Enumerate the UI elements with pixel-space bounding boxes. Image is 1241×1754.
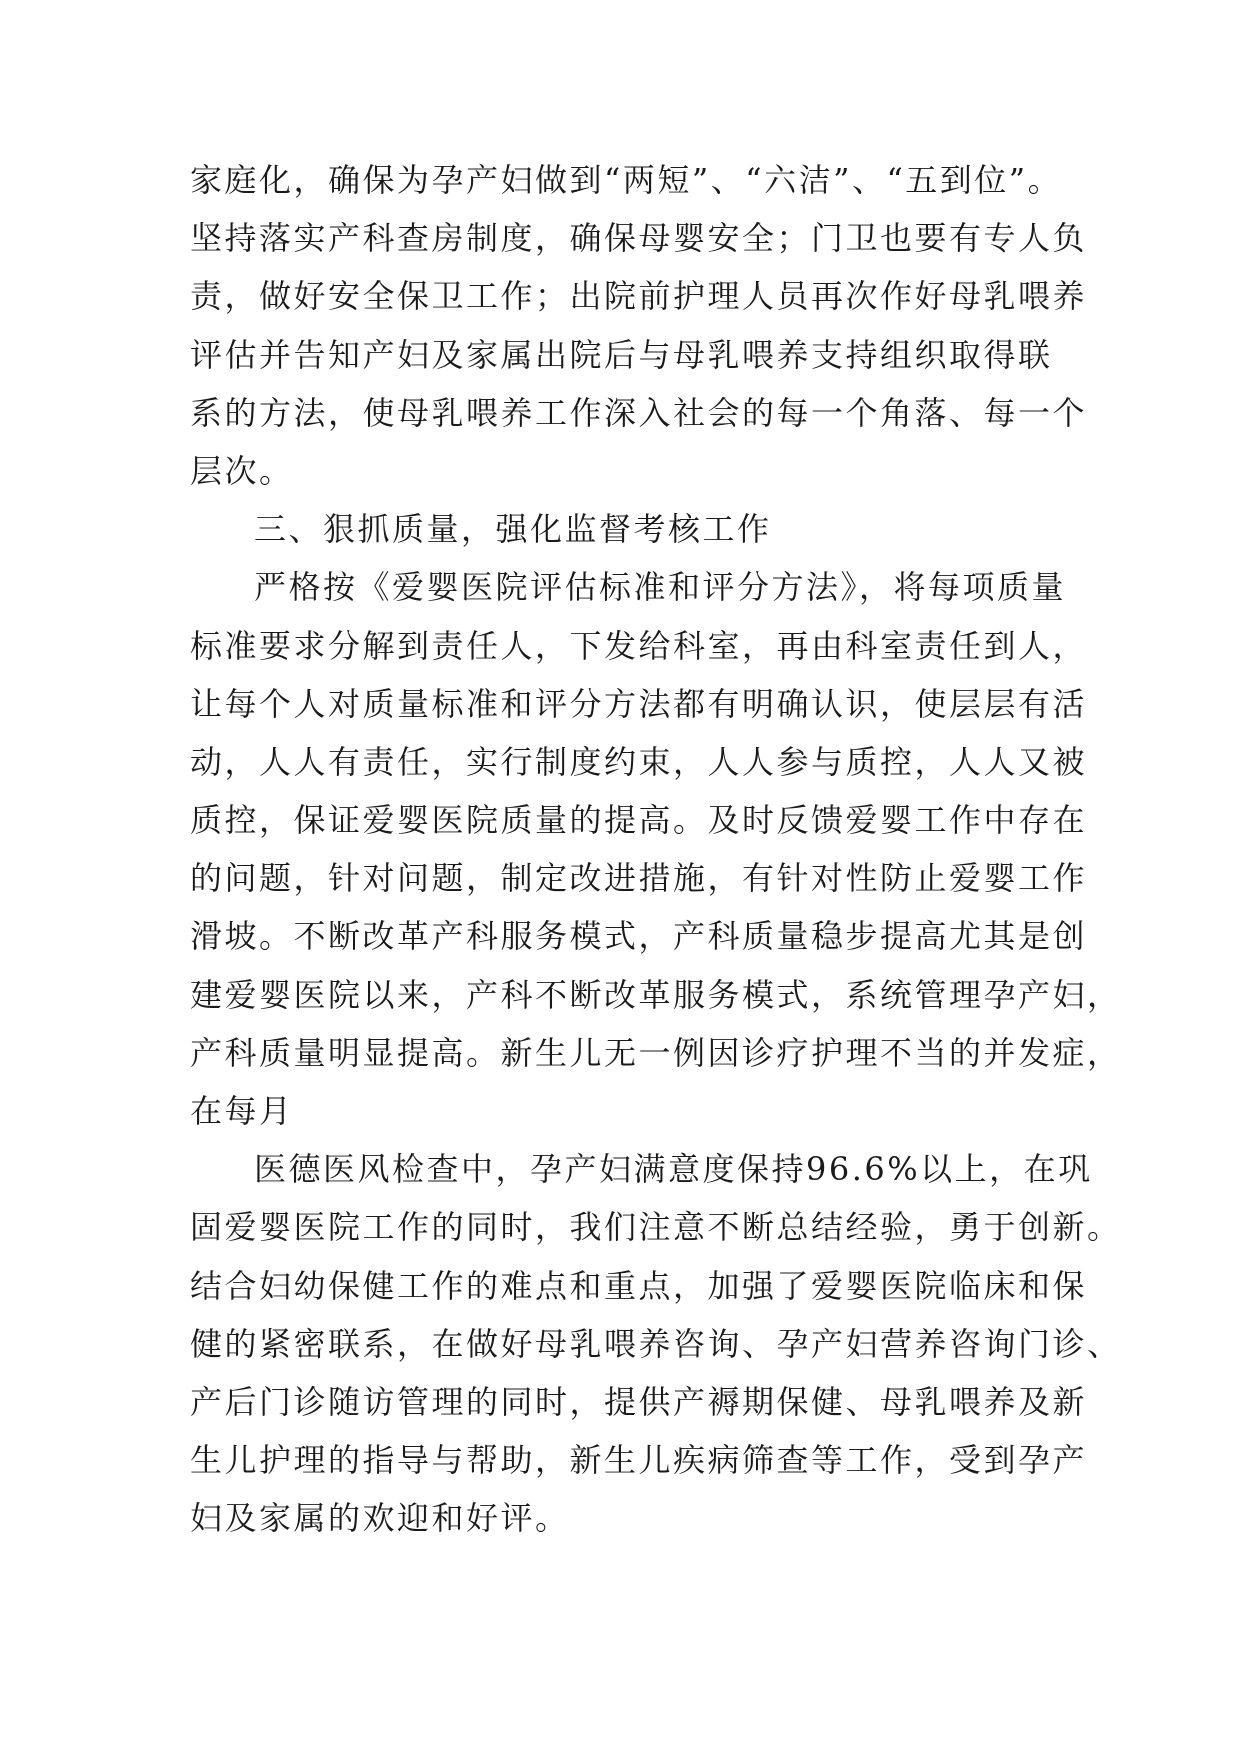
text-line: 层次。 <box>190 451 294 490</box>
text-line: 标准要求分解到责任人，下发给科室，再由科室责任到人， <box>190 626 1088 665</box>
text-line: 动，人人有责任，实行制度约束，人人参与质控，人人又被 <box>190 742 1088 781</box>
text-line: 在每月 <box>190 1092 294 1130</box>
text-line: 的问题，针对问题，制定改进措施，有针对性防止爱婴工作 <box>190 859 1088 898</box>
text-line: 滑坡。不断改革产科服务模式，产科质量稳步提高尤其是创 <box>190 917 1088 956</box>
section-heading: 三、狠抓质量，强化监督考核工作 <box>254 510 772 549</box>
text-line: 健的紧密联系，在做好母乳喂养咨询、孕产妇营养咨询门诊、 <box>190 1324 1122 1363</box>
text-line: 产科质量明显提高。新生儿无一例因诊疗护理不当的并发症， <box>190 1033 1122 1072</box>
text-line: 家庭化，确保为孕产妇做到“两短”、“六洁”、“五到位”。 <box>190 161 1063 199</box>
text-line: 妇及家属的欢迎和好评。 <box>190 1499 570 1538</box>
text-line: 医德医风检查中，孕产妇满意度保持96.6%以上，在巩 <box>254 1150 1093 1189</box>
text-line: 坚持落实产科查房制度，确保母婴安全；门卫也要有专人负 <box>190 219 1088 258</box>
text-line: 结合妇幼保健工作的难点和重点，加强了爱婴医院临床和保 <box>190 1266 1088 1305</box>
text-line: 责，做好安全保卫工作；出院前护理人员再次作好母乳喂养 <box>190 277 1088 316</box>
text-line: 质控，保证爱婴医院质量的提高。及时反馈爱婴工作中存在 <box>190 801 1088 840</box>
text-line: 让每个人对质量标准和评分方法都有明确认识，使层层有活 <box>190 684 1088 723</box>
text-line: 严格按《爱婴医院评估标准和评分方法》，将每项质量 <box>254 568 1067 607</box>
text-line: 生儿护理的指导与帮助，新生儿疾病筛查等工作，受到孕产 <box>190 1441 1088 1480</box>
text-line: 固爱婴医院工作的同时，我们注意不断总结经验，勇于创新。 <box>190 1208 1122 1247</box>
text-line: 建爱婴医院以来，产科不断改革服务模式，系统管理孕产妇， <box>190 975 1122 1014</box>
text-line: 系的方法，使母乳喂养工作深入社会的每一个角落、每一个 <box>190 393 1088 432</box>
text-line: 产后门诊随访管理的同时，提供产褥期保健、母乳喂养及新 <box>190 1382 1088 1421</box>
text-line: 评估并告知产妇及家属出院后与母乳喂养支持组织取得联 <box>190 335 1053 374</box>
document-body <box>190 151 1122 1548</box>
